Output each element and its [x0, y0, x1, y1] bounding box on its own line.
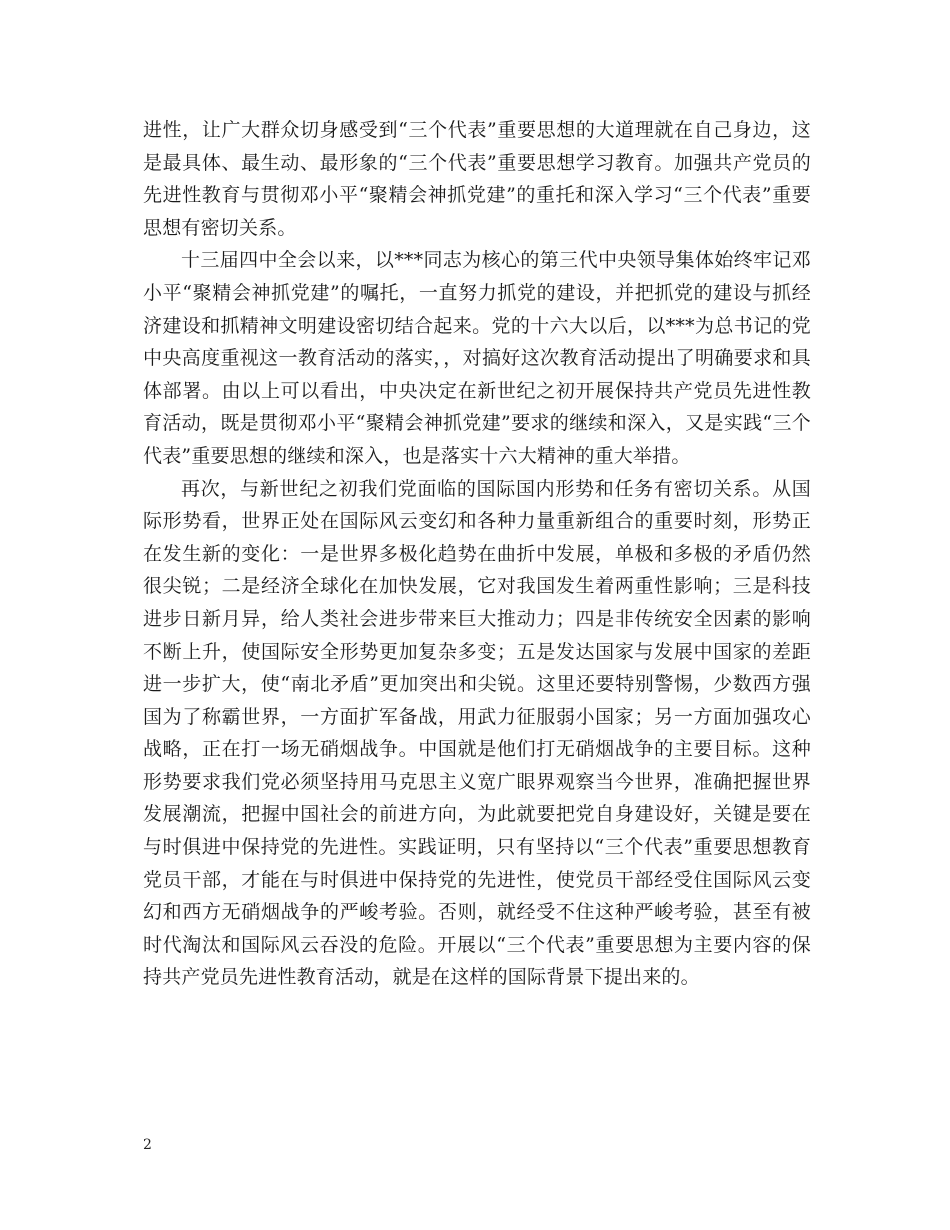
document-body [143, 114, 811, 994]
paragraph-3: 再次，与新世纪之初我们党面临的国际国内形势和任务有密切关系。从国际形势看，世界正处在国际风云变幻和各种力量重新组合的重要时刻，形势正在发生新的变化：一是世界多极化趋势在曲折中发展，单极和多极的矛盾仍然很尖锐；二是经济全球化在加快发展，它对我国发生着两重性影响；三是科技进步日新月异，给人类社会进步带来巨大推动力；四是非传统安全因素的影响不断上升，使国际安全形势更加复杂多变；五是发达国家与发展中国家的差距进一步扩大，使“南北矛盾”更加突出和尖锐。这里还要特别警惕，少数西方强国为了称霸世界，一方面扩军备战，用武力征服弱小国家；另一方面加强攻心战略，正在打一场无硝烟战争。中国就是他们打无硝烟战争的主要目标。这种形势要求我们党必须坚持用马克思主义宽广眼界观察当今世界，准确把握世界发展潮流，把握中国社会的前进方向，为此就要把党自身建设好，关键是要在与时俱进中保持党的先进性。实践证明，只有坚持以“三个代表”重要思想教育党员干部，才能在与时俱进中保持党的先进性，使党员干部经受住国际风云变幻和西方无硝烟战争的严峻考验。否则，就经受不住这种严峻考验，甚至有被时代淘汰和国际风云吞没的危险。开展以“三个代表”重要思想为主要内容的保持共产党员先进性教育活动，就是在这样的国际背景下提出来的。 [143, 477, 811, 989]
paragraph-1: 进性，让广大群众切身感受到“三个代表”重要思想的大道理就在自己身边，这是最具体、最生动、最形象的“三个代表”重要思想学习教育。加强共产党员的先进性教育与贯彻邓小平“聚精会神抓党建”的重托和深入学习“三个代表”重要思想有密切关系。 [143, 119, 811, 239]
paragraph-2: 十三届四中全会以来，以***同志为核心的第三代中央领导集体始终牢记邓小平“聚精会神抓党建”的嘱托，一直努力抓党的建设，并把抓党的建设与抓经济建设和抓精神文明建设密切结合起来。党的十六大以后，以***为总书记的党中央高度重视这一教育活动的落实，，对搞好这次教育活动提出了明确要求和具体部署。由以上可以看出，中央决定在新世纪之初开展保持共产党员先进性教育活动，既是贯彻邓小平“聚精会神抓党建”要求的继续和深入，又是实践“三个代表”重要思想的继续和深入，也是落实十六大精神的重大举措。 [143, 249, 811, 467]
page-number: 2 [143, 1137, 152, 1153]
